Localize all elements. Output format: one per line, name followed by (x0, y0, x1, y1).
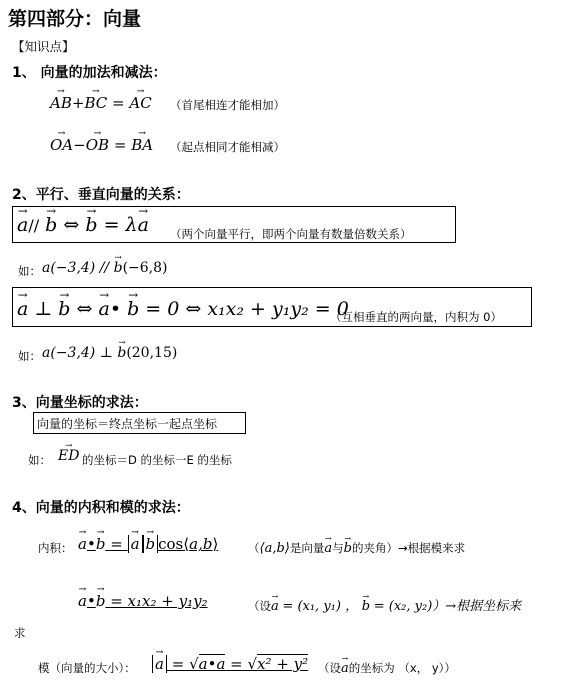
vec-a: → a (131, 535, 140, 553)
vec-a: → a (78, 592, 87, 610)
vec-b: → b (85, 214, 97, 236)
section-4-heading: 4、向量的内积和模的求法： (12, 500, 190, 516)
vec-a: → a (271, 599, 279, 614)
vec-a: → a (138, 214, 149, 236)
example-prefix: 如： (28, 453, 51, 467)
perpendicular-example (42, 345, 177, 361)
example-text: (−6,8) (122, 260, 168, 276)
note-part: （设 (248, 599, 271, 613)
example-text: (20,15) (126, 345, 178, 361)
equals-sign: = (230, 655, 243, 673)
knowledge-tag: 【知识点】 (12, 39, 75, 54)
vec-ba: → BA (131, 136, 153, 154)
vec-a: → a (17, 298, 28, 320)
parallel-symbol: // (28, 216, 40, 235)
note-part: 的夹角）→根据模来求 (351, 541, 466, 555)
section-1-heading: 1、 向量的加法和减法： (12, 65, 167, 81)
vec-ab: → AB (50, 94, 72, 112)
vec-b: → b (117, 345, 126, 361)
vec-a: → a (341, 661, 349, 676)
vec-b: → b (127, 298, 139, 320)
lambda-eq: = λ (103, 214, 138, 236)
modulus-label: 模（向量的大小）： (38, 661, 136, 675)
coordinate-example-text: 的坐标＝D 的坐标一E 的坐标 (82, 453, 232, 467)
note-part: （ (248, 541, 260, 555)
vec-a: → a (17, 214, 28, 236)
vec-b: → b (362, 599, 370, 614)
parallel-formula (17, 214, 149, 236)
wrapped-char: 求 (14, 626, 26, 640)
equals-sign: = (113, 136, 127, 154)
subtraction-formula (50, 136, 153, 154)
note-part: （设 (318, 661, 341, 675)
equals-sign: = (171, 655, 185, 673)
perpendicular-note: （互相垂直的两向量，内积为 0） (330, 310, 502, 324)
section-2-heading: 2、平行、垂直向量的关系： (12, 187, 190, 203)
parallel-example (42, 260, 168, 276)
perp-condition: = 0 ⇔ x₁x₂ + y₁y₂ = 0 (145, 298, 349, 320)
page-title: 第四部分：向量 (8, 8, 142, 30)
example-prefix: 如： (18, 349, 41, 363)
iff-symbol: ⇔ (76, 298, 93, 320)
inner-product-note: （⟨a,b⟩是向量→ a与→ b的夹角）→根据模来求 (248, 540, 465, 556)
vec-ed (58, 448, 79, 464)
addition-formula (50, 94, 152, 112)
note-part: 的坐标为 （x， y）） (348, 661, 456, 675)
equals-sign: = (110, 535, 123, 553)
example-text: a(−3,4) ⊥ (42, 345, 118, 361)
inner-product-formula: → a•→ b = → a→ b cos⟨a,b⟩ (78, 535, 218, 553)
addition-note: （首尾相连才能相加） (170, 98, 285, 112)
vec-oa: → OA (50, 136, 73, 154)
vec-ed-label: → ED (58, 448, 79, 464)
sqrt-x2-y2: x² + y² (257, 655, 309, 673)
dot-symbol: • (109, 298, 122, 320)
perpendicular-formula (17, 298, 349, 320)
vec-b: → b (146, 535, 156, 553)
vec-b: → b (58, 298, 70, 320)
coord-product: = x₁x₂ + y₁y₂ (110, 592, 208, 610)
vec-a: → a (155, 655, 164, 673)
section-3-heading: 3、向量坐标的求法： (12, 395, 148, 411)
modulus-formula: → a = √a•a = √x² + y² (152, 655, 308, 673)
dot-symbol: • (86, 535, 96, 553)
note-part: 与 (332, 541, 344, 555)
equals-sign: = (112, 94, 125, 112)
vec-b: → b (344, 541, 352, 556)
vec-b: → b (96, 592, 106, 610)
vec-ob: → OB (86, 136, 109, 154)
angle-ab: a,b (264, 541, 285, 556)
vec-bc: → BC (84, 94, 107, 112)
vec-a: → a (324, 541, 332, 556)
minus-sign: − (73, 136, 86, 154)
vec-b: → b (96, 535, 106, 553)
subtraction-note: （起点相同才能相减） (170, 140, 285, 154)
vec-a: → a (98, 298, 109, 320)
sqrt-a-dot-a: a•a (198, 655, 226, 673)
coordinate-note (248, 595, 521, 614)
parallel-note: （两个向量平行，即两个向量有数量倍数关系） (170, 227, 412, 241)
cos-label: cos (158, 535, 184, 553)
vec-b: → b (45, 214, 57, 236)
coord-a: = (x₁, y₁) ， (282, 599, 359, 614)
plus-sign: + (71, 94, 85, 112)
vec-ac: → AC (129, 94, 151, 112)
iff-symbol: ⇔ (63, 214, 80, 236)
example-text: a(−3,4) // (42, 260, 114, 276)
vec-b: → b (114, 260, 123, 276)
coord-b: = (x₂, y₂)）→根据坐标来 (373, 599, 522, 614)
angle-ab: a,b (189, 535, 213, 553)
coordinate-rule: 向量的坐标＝终点坐标一起点坐标 (37, 417, 218, 431)
coordinate-inner-product (78, 592, 208, 610)
inner-product-label: 内积： (38, 541, 73, 555)
vec-a: → a (78, 535, 87, 553)
modulus-note (318, 660, 456, 676)
dot-symbol: • (86, 592, 96, 610)
perp-symbol: ⊥ (34, 298, 53, 320)
example-prefix: 如： (18, 264, 41, 278)
note-part: 是向量 (289, 541, 325, 555)
